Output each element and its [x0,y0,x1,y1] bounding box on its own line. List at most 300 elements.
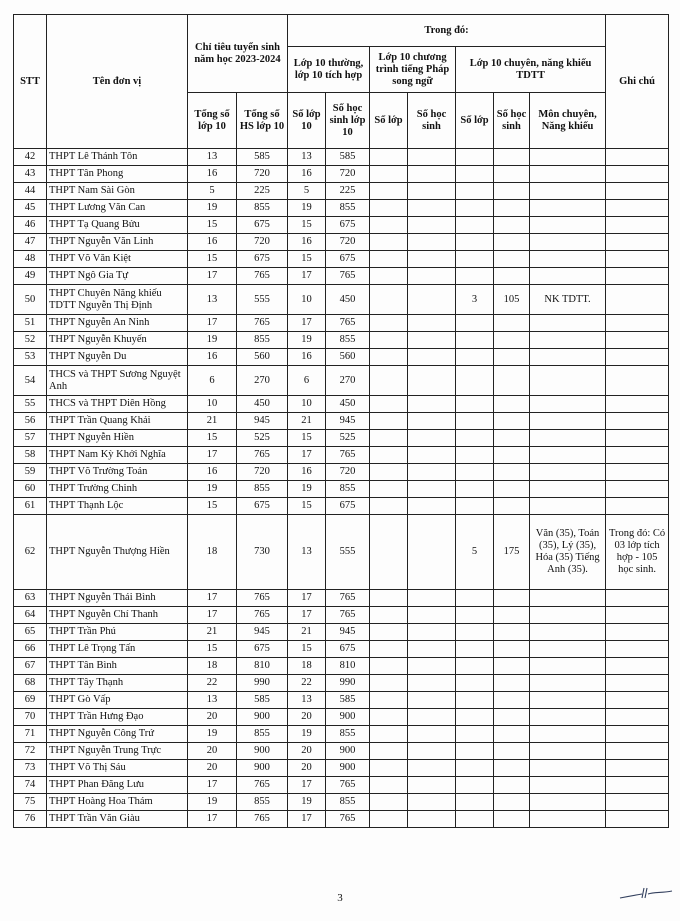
gifted-students-cell [494,590,530,607]
regular-classes-cell: 17 [288,811,326,828]
table-row [14,498,669,515]
table-row [14,149,669,166]
french-students-cell [408,726,456,743]
table-row [14,760,669,777]
stt-cell: 61 [14,498,47,515]
table-row [14,658,669,675]
regular-students-cell: 900 [326,760,370,777]
gifted-classes-cell [456,430,494,447]
note-cell [606,590,669,607]
french-students-cell [408,217,456,234]
regular-students-cell: 585 [326,692,370,709]
gifted-students-cell [494,268,530,285]
gifted-students-cell [494,607,530,624]
table-row [14,515,669,590]
total-students-cell: 720 [237,166,288,183]
subject-cell [530,217,606,234]
subject-cell [530,396,606,413]
total-students-cell: 270 [237,366,288,396]
table-row [14,590,669,607]
regular-classes-cell: 15 [288,430,326,447]
stt-cell: 69 [14,692,47,709]
total-students-cell: 765 [237,811,288,828]
subject-cell [530,447,606,464]
regular-students-cell: 675 [326,251,370,268]
table-row [14,641,669,658]
table-row [14,234,669,251]
french-students-cell [408,234,456,251]
regular-classes-cell: 10 [288,396,326,413]
total-students-cell: 855 [237,481,288,498]
total-students-cell: 675 [237,217,288,234]
subject-cell [530,743,606,760]
gifted-classes-cell [456,149,494,166]
note-header: Ghi chú [606,15,669,149]
gifted-classes-cell [456,624,494,641]
gifted-students-cell [494,149,530,166]
french-students-cell [408,811,456,828]
subject-cell [530,268,606,285]
french-classes-cell [370,464,408,481]
unit-name-cell: THPT Trần Hưng Đạo [47,709,188,726]
total-students-cell: 765 [237,315,288,332]
subject-cell [530,811,606,828]
regular-classes-cell: 17 [288,268,326,285]
note-cell [606,149,669,166]
gifted-classes-cell [456,498,494,515]
unit-name-cell: THPT Nam Sài Gòn [47,183,188,200]
regular-students-cell: 765 [326,777,370,794]
french-classes-cell [370,658,408,675]
unit-name-cell: THPT Trần Phú [47,624,188,641]
unit-name-cell: THPT Ngô Gia Tự [47,268,188,285]
total-classes-cell: 13 [188,149,237,166]
gifted-classes-cell [456,675,494,692]
unit-name-header: Tên đơn vị [47,15,188,149]
total-classes-cell: 17 [188,447,237,464]
table-row [14,777,669,794]
stt-cell: 65 [14,624,47,641]
french-students-cell [408,413,456,430]
unit-name-cell: THPT Nguyễn Công Trứ [47,726,188,743]
note-cell: Trong đó: Có 03 lớp tích hợp - 105 học sinh. [606,515,669,590]
french-classes-cell [370,166,408,183]
french-students-cell [408,515,456,590]
table-row [14,794,669,811]
table-row [14,183,669,200]
signature-icon [618,884,674,907]
regular-students-cell: 525 [326,430,370,447]
note-cell [606,498,669,515]
total-students-cell: 855 [237,332,288,349]
total-students-cell: 720 [237,464,288,481]
gifted-classes-cell [456,166,494,183]
total-classes-cell: 20 [188,760,237,777]
unit-name-cell: THPT Nguyễn Du [47,349,188,366]
subject-cell: NK TDTT. [530,285,606,315]
gifted-students-cell [494,315,530,332]
total-classes-cell: 16 [188,464,237,481]
table-row [14,481,669,498]
gifted-classes-cell [456,268,494,285]
french-classes-cell [370,234,408,251]
stt-cell: 67 [14,658,47,675]
subject-cell [530,315,606,332]
french-students-cell [408,396,456,413]
gifted-students-cell: 105 [494,285,530,315]
unit-name-cell: THPT Tạ Quang Bửu [47,217,188,234]
note-cell [606,692,669,709]
gifted-classes-cell [456,726,494,743]
french-classes-cell [370,315,408,332]
unit-name-cell: THPT Nguyễn Hiền [47,430,188,447]
total-students-cell: 900 [237,743,288,760]
unit-name-cell: THPT Lê Trọng Tấn [47,641,188,658]
gifted-students-cell [494,709,530,726]
gifted-classes-cell [456,447,494,464]
note-cell [606,430,669,447]
note-cell [606,217,669,234]
table-row [14,396,669,413]
french-students-cell [408,794,456,811]
unit-name-cell: THPT Nguyễn An Ninh [47,315,188,332]
total-students-cell: 560 [237,349,288,366]
total-classes-cell: 15 [188,641,237,658]
gifted-classes-cell [456,709,494,726]
gifted-classes-cell [456,332,494,349]
regular-classes-cell: 16 [288,349,326,366]
french-classes-cell [370,268,408,285]
regular-students-cell: 855 [326,481,370,498]
regular-students-cell: 450 [326,396,370,413]
gifted-classes-cell: 3 [456,285,494,315]
gifted-students-cell [494,396,530,413]
subject-cell [530,349,606,366]
total-classes-cell: 5 [188,183,237,200]
note-cell [606,183,669,200]
total-classes-cell: 17 [188,777,237,794]
regular-students-cell: 560 [326,349,370,366]
regular-classes-cell: 18 [288,658,326,675]
french-classes-cell [370,692,408,709]
unit-name-cell: THPT Trường Chinh [47,481,188,498]
total-classes-cell: 13 [188,285,237,315]
regular-students-cell: 720 [326,234,370,251]
total-students-cell: 765 [237,268,288,285]
gifted-classes-cell [456,794,494,811]
french-classes-cell [370,251,408,268]
unit-name-cell: THPT Võ Thị Sáu [47,760,188,777]
regular-classes-cell: 19 [288,332,326,349]
regular-classes-cell: 20 [288,760,326,777]
regular-students-cell: 855 [326,726,370,743]
note-cell [606,268,669,285]
french-students-cell [408,166,456,183]
stt-cell: 57 [14,430,47,447]
total-classes-header: Tổng số lớp 10 [188,93,237,149]
regular-students-cell: 855 [326,794,370,811]
french-students-cell [408,315,456,332]
total-students-cell: 990 [237,675,288,692]
subject-cell [530,481,606,498]
french-students-cell [408,332,456,349]
regular-classes-cell: 19 [288,726,326,743]
note-cell [606,641,669,658]
french-classes-cell [370,794,408,811]
note-cell [606,166,669,183]
note-cell [606,709,669,726]
table-row [14,811,669,828]
subject-cell [530,675,606,692]
regular-students-cell: 720 [326,464,370,481]
regular-students-cell: 585 [326,149,370,166]
total-classes-cell: 6 [188,366,237,396]
stt-cell: 55 [14,396,47,413]
total-classes-cell: 20 [188,709,237,726]
gifted-students-cell [494,251,530,268]
gifted-classes-cell [456,641,494,658]
stt-cell: 42 [14,149,47,166]
stt-cell: 68 [14,675,47,692]
stt-cell: 43 [14,166,47,183]
gifted-students-cell: 175 [494,515,530,590]
regular-students-cell: 765 [326,811,370,828]
quota-header: Chỉ tiêu tuyển sinh năm học 2023-2024 [188,15,288,93]
french-students-cell [408,149,456,166]
total-students-cell: 675 [237,641,288,658]
unit-name-cell: THPT Trần Quang Khải [47,413,188,430]
gifted-students-header: Số học sinh [494,93,530,149]
stt-cell: 53 [14,349,47,366]
of-which-header: Trong đó: [288,15,606,47]
french-students-cell [408,692,456,709]
french-classes-cell [370,743,408,760]
french-students-cell [408,675,456,692]
unit-name-cell: THPT Tân Phong [47,166,188,183]
subject-cell [530,760,606,777]
gifted-students-cell [494,447,530,464]
french-classes-cell [370,675,408,692]
french-classes-cell [370,811,408,828]
total-classes-cell: 17 [188,268,237,285]
stt-cell: 60 [14,481,47,498]
french-students-cell [408,183,456,200]
french-classes-cell [370,430,408,447]
total-classes-cell: 21 [188,624,237,641]
total-classes-cell: 19 [188,794,237,811]
note-cell [606,285,669,315]
french-classes-cell [370,481,408,498]
total-students-cell: 225 [237,183,288,200]
total-students-cell: 945 [237,413,288,430]
gifted-class-header: Lớp 10 chuyên, năng khiếu TDTT [456,47,606,93]
regular-classes-cell: 13 [288,515,326,590]
total-students-cell: 585 [237,149,288,166]
table-row [14,464,669,481]
unit-name-cell: THPT Thạnh Lộc [47,498,188,515]
table-row [14,268,669,285]
french-classes-cell [370,709,408,726]
gifted-students-cell [494,349,530,366]
stt-cell: 56 [14,413,47,430]
french-classes-header: Số lớp [370,93,408,149]
stt-cell: 71 [14,726,47,743]
gifted-classes-cell [456,396,494,413]
stt-cell: 70 [14,709,47,726]
total-students-cell: 900 [237,760,288,777]
total-students-cell: 720 [237,234,288,251]
regular-students-cell: 765 [326,315,370,332]
total-students-cell: 765 [237,777,288,794]
total-students-header: Tổng số HS lớp 10 [237,93,288,149]
regular-classes-cell: 20 [288,709,326,726]
total-classes-cell: 19 [188,726,237,743]
french-students-cell [408,777,456,794]
regular-students-header: Số học sinh lớp 10 [326,93,370,149]
gifted-classes-cell [456,366,494,396]
french-classes-cell [370,413,408,430]
french-classes-cell [370,607,408,624]
regular-students-cell: 270 [326,366,370,396]
table-row [14,166,669,183]
regular-students-cell: 765 [326,268,370,285]
subject-cell [530,498,606,515]
regular-students-cell: 765 [326,447,370,464]
regular-students-cell: 765 [326,590,370,607]
regular-classes-cell: 15 [288,251,326,268]
gifted-students-cell [494,217,530,234]
subject-cell: Văn (35), Toán (35), Lý (35), Hóa (35) Tiếng Anh (35). [530,515,606,590]
french-students-cell [408,200,456,217]
stt-cell: 64 [14,607,47,624]
subject-cell [530,251,606,268]
gifted-students-cell [494,726,530,743]
regular-students-cell: 765 [326,607,370,624]
french-classes-cell [370,285,408,315]
french-classes-cell [370,149,408,166]
note-cell [606,607,669,624]
french-students-cell [408,447,456,464]
french-classes-cell [370,332,408,349]
gifted-classes-cell [456,200,494,217]
unit-name-cell: THPT Phan Đăng Lưu [47,777,188,794]
gifted-students-cell [494,624,530,641]
table-row [14,430,669,447]
table-row [14,709,669,726]
total-classes-cell: 17 [188,590,237,607]
regular-students-cell: 900 [326,709,370,726]
gifted-classes-cell: 5 [456,515,494,590]
total-students-cell: 945 [237,624,288,641]
table-row [14,366,669,396]
regular-classes-cell: 19 [288,481,326,498]
total-students-cell: 555 [237,285,288,315]
table-row [14,285,669,315]
french-students-cell [408,481,456,498]
stt-cell: 51 [14,315,47,332]
subject-cell [530,590,606,607]
gifted-classes-cell [456,315,494,332]
subject-cell [530,794,606,811]
unit-name-cell: THPT Tân Bình [47,658,188,675]
french-students-cell [408,430,456,447]
stt-cell: 54 [14,366,47,396]
regular-classes-cell: 5 [288,183,326,200]
unit-name-cell: THPT Gò Vấp [47,692,188,709]
stt-cell: 76 [14,811,47,828]
french-classes-cell [370,726,408,743]
table-row [14,251,669,268]
gifted-classes-cell [456,183,494,200]
gifted-students-cell [494,777,530,794]
regular-students-cell: 225 [326,183,370,200]
subject-cell [530,692,606,709]
french-classes-cell [370,590,408,607]
unit-name-cell: THPT Nguyễn Thượng Hiền [47,515,188,590]
subject-cell [530,366,606,396]
total-classes-cell: 15 [188,498,237,515]
note-cell [606,396,669,413]
unit-name-cell: THPT Lê Thánh Tôn [47,149,188,166]
note-cell [606,624,669,641]
stt-cell: 66 [14,641,47,658]
table-row [14,413,669,430]
total-classes-cell: 16 [188,166,237,183]
note-cell [606,481,669,498]
french-classes-cell [370,777,408,794]
gifted-students-cell [494,760,530,777]
subject-cell [530,234,606,251]
regular-classes-cell: 19 [288,200,326,217]
regular-classes-cell: 16 [288,166,326,183]
regular-classes-cell: 15 [288,641,326,658]
table-row [14,315,669,332]
french-classes-cell [370,515,408,590]
regular-classes-cell: 17 [288,447,326,464]
note-cell [606,200,669,217]
regular-students-cell: 945 [326,413,370,430]
regular-students-cell: 675 [326,641,370,658]
unit-name-cell: THPT Nguyễn Khuyến [47,332,188,349]
total-classes-cell: 22 [188,675,237,692]
french-students-cell [408,285,456,315]
stt-cell: 45 [14,200,47,217]
note-cell [606,366,669,396]
total-classes-cell: 18 [188,515,237,590]
regular-classes-cell: 20 [288,743,326,760]
header-row-1 [14,15,669,47]
total-classes-cell: 19 [188,481,237,498]
stt-cell: 73 [14,760,47,777]
unit-name-cell: THPT Võ Trường Toản [47,464,188,481]
subject-cell [530,777,606,794]
french-students-cell [408,641,456,658]
french-classes-cell [370,396,408,413]
stt-cell: 63 [14,590,47,607]
total-students-cell: 730 [237,515,288,590]
note-cell [606,447,669,464]
table-row [14,332,669,349]
subject-cell [530,332,606,349]
french-students-cell [408,498,456,515]
subject-cell [530,200,606,217]
regular-students-cell: 945 [326,624,370,641]
french-classes-cell [370,366,408,396]
regular-classes-cell: 6 [288,366,326,396]
total-classes-cell: 19 [188,332,237,349]
subject-cell [530,413,606,430]
total-students-cell: 450 [237,396,288,413]
